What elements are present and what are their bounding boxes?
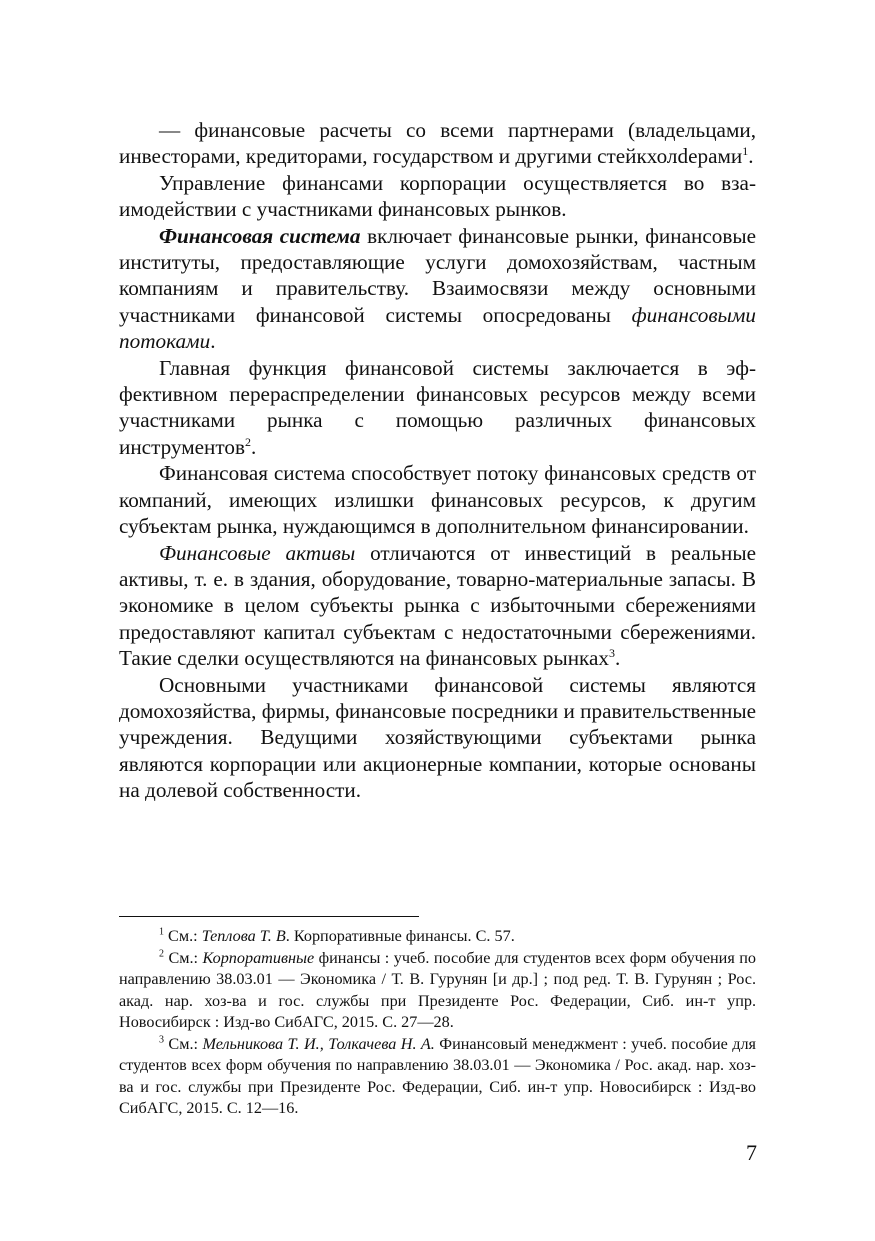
paragraph-text: отличаются от инвестиций в реальные активы, т. е. в здания, оборудование, товарно-материальные запасы. В экономике в целом субъекты рынка с избыточными сбережениями предоставляют капитал субъектам с недостаточными сбережениями. Такие сделки осуществляются на финансовых рынках: [119, 540, 756, 671]
footnotes: [119, 926, 756, 1120]
paragraph-tail: .: [250, 434, 257, 459]
footnote-prefix: См.:: [164, 1034, 203, 1053]
paragraph-1: [119, 117, 756, 170]
paragraph-6: [119, 540, 756, 672]
footnote-author: Теплова Т. В: [201, 927, 286, 945]
footnote-ref-1: 1: [742, 144, 749, 159]
body-text: [119, 117, 756, 804]
paragraph-4: [119, 355, 756, 461]
paragraph-2: [119, 170, 756, 223]
paragraph-tail: .: [615, 646, 621, 671]
footnote-text: . Корпоративные финансы. С. 57.: [285, 927, 515, 945]
footnote-number: 3: [159, 1034, 164, 1046]
footnote-ref-3: 3: [609, 646, 616, 661]
footnote-text: Финансовый менеджмент : учеб. пособие для студентов всех форм обучения по направлению 38.03.01 — Экономика / Рос. акад. нар. хоз-ва и гос. службы при Президенте Рос. Федерации, Сиб. ин-т упр. Новосибирск : Изд-во СибАГС, 2015. С. 12—16.: [119, 1034, 756, 1117]
term-financial-flows: финансовыми потоками: [119, 302, 756, 354]
paragraph-7: [119, 672, 756, 804]
paragraph-3: [119, 223, 756, 355]
footnote-divider: [119, 916, 419, 917]
paragraph-text: включает финансовые рынки, финансовые институты, предоставляющие услуги домохозяйствам, частным компаниям и правительству. Взаимосвязи между основными участниками финансовой системы опосредованы: [119, 223, 756, 327]
paragraph-text: Финансовая система способствует потоку финансовых средств от компаний, имеющих излишки финансовых ресурсов, к другим субъектам рынка, нуждающимся в дополнительном финансировании.: [119, 461, 756, 539]
footnote-prefix: См.:: [164, 948, 203, 967]
page-number: 7: [746, 1140, 757, 1165]
footnote-ref-2: 2: [244, 434, 251, 449]
paragraph-text: Главная функция финансовой системы заключается в эффективном перераспределении финансовых ресурсов между всеми участниками рынка с помощью различных финансовых инструментов: [119, 355, 756, 459]
paragraph-text: Управление финансами корпорации осуществляется во взаимодействии с участниками финансовых рынков.: [119, 170, 756, 222]
footnote-author: Мельникова Т. И., Толкачева Н. А.: [202, 1034, 435, 1053]
footnote-number: 1: [159, 926, 164, 938]
paragraph-tail: .: [748, 144, 754, 169]
footnote-1: [119, 926, 756, 948]
paragraph-text: — финансовые расчеты со всеми партнерами (владельцами, инвесторами, кредиторами, государством и другими стейкхолdерами: [119, 118, 756, 169]
term-financial-system: Финансовая система: [159, 223, 361, 248]
footnote-prefix: См.:: [164, 927, 202, 945]
footnote-author: Корпоративные: [202, 948, 315, 967]
paragraph-5: [119, 460, 756, 539]
paragraph-tail: .: [210, 329, 216, 354]
footnote-2: [119, 948, 756, 1034]
footnote-text: финансы : учеб. пособие для студентов всех форм обучения по направлению 38.03.01 — Экономика / Т. В. Гурунян [и др.] ; под ред. Т. В. Гурунян ; Рос. акад. нар. хоз-ва и гос. службы при Президенте Рос. Федерации, Сиб. ин-т упр. Новосибирск : Изд-во СибАГС, 2015. С. 27—28.: [119, 948, 756, 1031]
footnote-3: [119, 1034, 756, 1120]
footnote-number: 2: [159, 948, 164, 960]
term-financial-assets: Финансовые активы: [159, 540, 356, 565]
paragraph-text: Основными участниками финансовой системы являются домохозяйства, фирмы, финансовые посредники и правительственные учреждения. Ведущими хозяйствующими субъектами рынка являются корпорации или акционерные компании, которые основаны на долевой собственности.: [119, 672, 756, 803]
